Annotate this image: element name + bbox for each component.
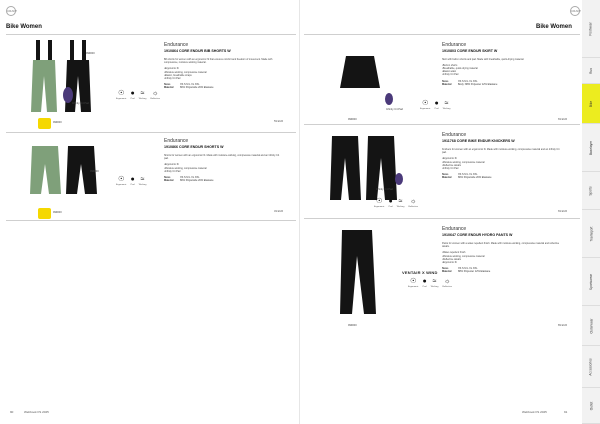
footer-text-right: Webbook FS 2025 bbox=[522, 410, 547, 414]
feature-item: • Infinity C4 Pad bbox=[442, 73, 576, 76]
feature-icons bbox=[420, 100, 450, 110]
brand-logo-left: CRAFT bbox=[6, 6, 16, 16]
price: 59 EUR bbox=[274, 120, 284, 123]
sizes: XS S M L XL XXL bbox=[458, 79, 478, 83]
divider bbox=[304, 124, 580, 125]
price: 69 EUR bbox=[558, 210, 568, 213]
feature-item: • Infinity C4 Pad bbox=[164, 170, 294, 173]
price: 89 EUR bbox=[558, 324, 568, 327]
feature-item: • Infinity C4 Pad bbox=[164, 77, 294, 80]
pad-icon: ● Pad bbox=[388, 198, 393, 208]
fit-icon: ☉ Ergonomic bbox=[116, 90, 127, 100]
feature-item: • Elastic waist bbox=[442, 70, 576, 73]
feature-item: • Infinity C4 Pad bbox=[442, 167, 576, 170]
product-name: 1910647 CORE ENDUR HYDRO PANTS W bbox=[442, 233, 513, 237]
divider bbox=[304, 34, 580, 35]
tab-outerwear[interactable]: Outerwear bbox=[582, 306, 600, 346]
color-code: 999000 bbox=[348, 118, 357, 121]
feature-item: • Moisture-wicking, compressive material bbox=[442, 161, 576, 164]
product-card[interactable] bbox=[300, 36, 582, 122]
color-swatch-highlight[interactable] bbox=[38, 208, 51, 219]
feature-list bbox=[164, 163, 294, 172]
color-code: 999000 bbox=[348, 324, 357, 327]
collection-name: Endurance bbox=[442, 226, 467, 232]
swatch-code: 999000 bbox=[53, 121, 62, 124]
product-name: 1911768 CORE BIKE ENDUR KNICKERS W bbox=[442, 139, 515, 143]
product-card[interactable] bbox=[0, 134, 300, 218]
pad-label: Infinity C4 Pad bbox=[386, 108, 403, 111]
reflective-icon: ☼ Reflective bbox=[408, 198, 418, 208]
product-info bbox=[442, 132, 576, 179]
product-info bbox=[442, 226, 576, 273]
feature-icons bbox=[116, 90, 160, 100]
product-spec: Sizes XS S M L XL XXL Material 80% Polyamide 20% Elastane bbox=[164, 175, 214, 182]
feature-list bbox=[164, 67, 294, 79]
product-name: 1910866 CORE ENDUR SHORTS W bbox=[164, 145, 224, 149]
price: 49 EUR bbox=[274, 210, 284, 213]
material: Body: 88% Polyester 12% Elastane bbox=[458, 82, 498, 86]
feature-list bbox=[442, 64, 576, 76]
product-spec: Sizes XS S M L XL XXL Material Body: 88% Polyester 12% Elastane bbox=[442, 79, 498, 86]
color-code: 999000 bbox=[86, 52, 95, 55]
tab-run[interactable]: Run bbox=[582, 58, 600, 84]
sizes: XS S M L XL XXL bbox=[180, 175, 200, 179]
pad-icon: ● Pad bbox=[422, 278, 427, 288]
product-image-knickers bbox=[330, 134, 400, 204]
fit-icon: ☉ Ergonomic bbox=[116, 176, 127, 186]
page-number-right: 91 bbox=[564, 410, 568, 414]
pad-label: Infinity C4 Pad bbox=[376, 188, 393, 191]
feature-item: • Moisture-wicking, compressive material bbox=[442, 255, 576, 258]
tab-baselayer[interactable]: Baselayer bbox=[582, 124, 600, 172]
product-info bbox=[164, 138, 294, 182]
collection-name: Endurance bbox=[164, 42, 189, 48]
pad-image bbox=[384, 92, 394, 106]
product-name: 1910864 CORE ENDUR BIB SHORTS W bbox=[164, 49, 231, 53]
product-info bbox=[442, 42, 576, 86]
pad-image bbox=[394, 172, 404, 186]
product-card[interactable] bbox=[300, 220, 582, 330]
feature-item: • Moisture-wicking, compressive material bbox=[164, 71, 294, 74]
feature-icons bbox=[116, 176, 146, 186]
product-description: Skirt with built-in shorts and pad. Made with breathable, quick-drying material. bbox=[442, 58, 525, 61]
feature-item: • Ergonomic fit bbox=[442, 261, 576, 264]
product-spec: Sizes XS S M L XL XXL Material 80% Polyamide 20% Elastane bbox=[442, 172, 492, 179]
page-title-right: Bike Women bbox=[536, 24, 572, 30]
material: 80% Polyamide 20% Elastane bbox=[180, 85, 214, 89]
material: 80% Polyamide 20% Elastane bbox=[458, 175, 492, 179]
feature-item: • Ergonomic fit bbox=[442, 157, 576, 160]
feature-item: • Reflective details bbox=[442, 164, 576, 167]
right-page bbox=[300, 0, 582, 424]
brand-logo-right: CRAFT bbox=[570, 6, 580, 16]
ventair-wind-logo: VENTAIR X WIND bbox=[402, 270, 438, 275]
fit-icon: ☉ Ergonomic bbox=[374, 198, 385, 208]
divider bbox=[6, 34, 296, 35]
wicking-icon: ≈ Wicking bbox=[138, 90, 147, 100]
wicking-icon: ≈ Wicking bbox=[442, 100, 451, 110]
product-description: Pants for women with a water-repellent finish. Made with moisture-wicking, compressive material and reflective details. bbox=[442, 242, 560, 249]
product-description: Shorts for women with an ergonomic fit. Made with moisture-wicking, compressive material and an Infinity C4 pad. bbox=[164, 154, 280, 161]
product-card[interactable] bbox=[300, 126, 582, 216]
feature-list bbox=[442, 251, 576, 263]
sizes: XS S M L XL XXL bbox=[458, 266, 478, 270]
feature-item: • Elastic, breathable straps bbox=[164, 74, 294, 77]
divider bbox=[6, 132, 296, 133]
feature-icons bbox=[374, 198, 418, 208]
page-title-left: Bike Women bbox=[6, 24, 42, 30]
divider bbox=[304, 218, 580, 219]
page-number-left: 90 bbox=[10, 410, 14, 414]
feature-item: • Moisture-wicking, compressive material bbox=[164, 167, 294, 170]
divider bbox=[6, 220, 296, 221]
pad-icon: ● Pad bbox=[434, 100, 439, 110]
fit-icon: ☉ Ergonomic bbox=[420, 100, 431, 110]
footer-text-left: Webbook FS 2025 bbox=[24, 410, 49, 414]
product-image-skirt bbox=[340, 54, 380, 94]
product-spec: Sizes XS S M L XL XXL Material 88% Polyester 12% Elastane bbox=[442, 266, 491, 273]
tab-sports[interactable]: Sports bbox=[582, 172, 600, 210]
product-image-hydro-pants bbox=[338, 228, 378, 316]
tab-outlet[interactable]: Outlet bbox=[582, 388, 600, 424]
pad-icon: ● Pad bbox=[130, 90, 135, 100]
reflective-icon: ☼ Reflective bbox=[442, 278, 452, 288]
wicking-icon: ≈ Wicking bbox=[396, 198, 405, 208]
product-name: 1910803 CORE ENDUR SKIRT W bbox=[442, 49, 498, 53]
tab-footwear[interactable]: Footwear bbox=[582, 0, 600, 58]
tab-bike[interactable]: Bike bbox=[582, 84, 600, 124]
price: 69 EUR bbox=[558, 118, 568, 121]
tab-sportswear[interactable]: Sportswear bbox=[582, 258, 600, 306]
swatch-code: 999000 bbox=[53, 211, 62, 214]
product-info bbox=[164, 42, 294, 89]
feature-item: • Ergonomic fit bbox=[164, 163, 294, 166]
pad-icon: ● Pad bbox=[130, 176, 135, 186]
sizes: XS S M L XL XXL bbox=[458, 172, 478, 176]
material: 80% Polyamide 20% Elastane bbox=[180, 178, 214, 182]
feature-item: • Reflective details bbox=[442, 258, 576, 261]
fit-icon: ☉ Ergonomic bbox=[408, 278, 419, 288]
reflective-icon: ☼ Reflective bbox=[150, 90, 160, 100]
material: 88% Polyester 12% Elastane bbox=[458, 269, 491, 273]
feature-item: • Built-in shorts bbox=[442, 64, 576, 67]
wicking-icon: ≈ Wicking bbox=[430, 278, 439, 288]
product-spec: Sizes XS S M L XL XXL Material 80% Polyamide 20% Elastane bbox=[164, 82, 214, 89]
tab-accessories[interactable]: Accessories bbox=[582, 346, 600, 388]
tab-teamsport[interactable]: Teamsport bbox=[582, 210, 600, 258]
product-card[interactable] bbox=[0, 36, 300, 130]
pad-label: Infinity C4 Pad bbox=[72, 102, 89, 105]
product-description: Knickers for women with an ergonomic fit. Made with moisture-wicking, compressive material and an Infinity C4 pad. bbox=[442, 148, 560, 155]
feature-item: • Breathable, quick-drying material bbox=[442, 67, 576, 70]
feature-icons bbox=[408, 278, 452, 288]
collection-name: Endurance bbox=[442, 132, 467, 138]
color-code: 999000 bbox=[90, 170, 99, 173]
sizes: XS S M L XL XXL bbox=[180, 82, 200, 86]
color-swatch-highlight[interactable] bbox=[38, 118, 51, 129]
wicking-icon: ≈ Wicking bbox=[138, 176, 147, 186]
collection-name: Endurance bbox=[164, 138, 189, 144]
feature-item: • Water-repellent finish bbox=[442, 251, 576, 254]
feature-item: • Ergonomic fit bbox=[164, 67, 294, 70]
product-description: Bib shorts for women with an ergonomic fit that ensures comfort and freedom of movement. Made with compressive, moisture-wicking material. bbox=[164, 58, 273, 65]
feature-list bbox=[442, 157, 576, 169]
collection-name: Endurance bbox=[442, 42, 467, 48]
